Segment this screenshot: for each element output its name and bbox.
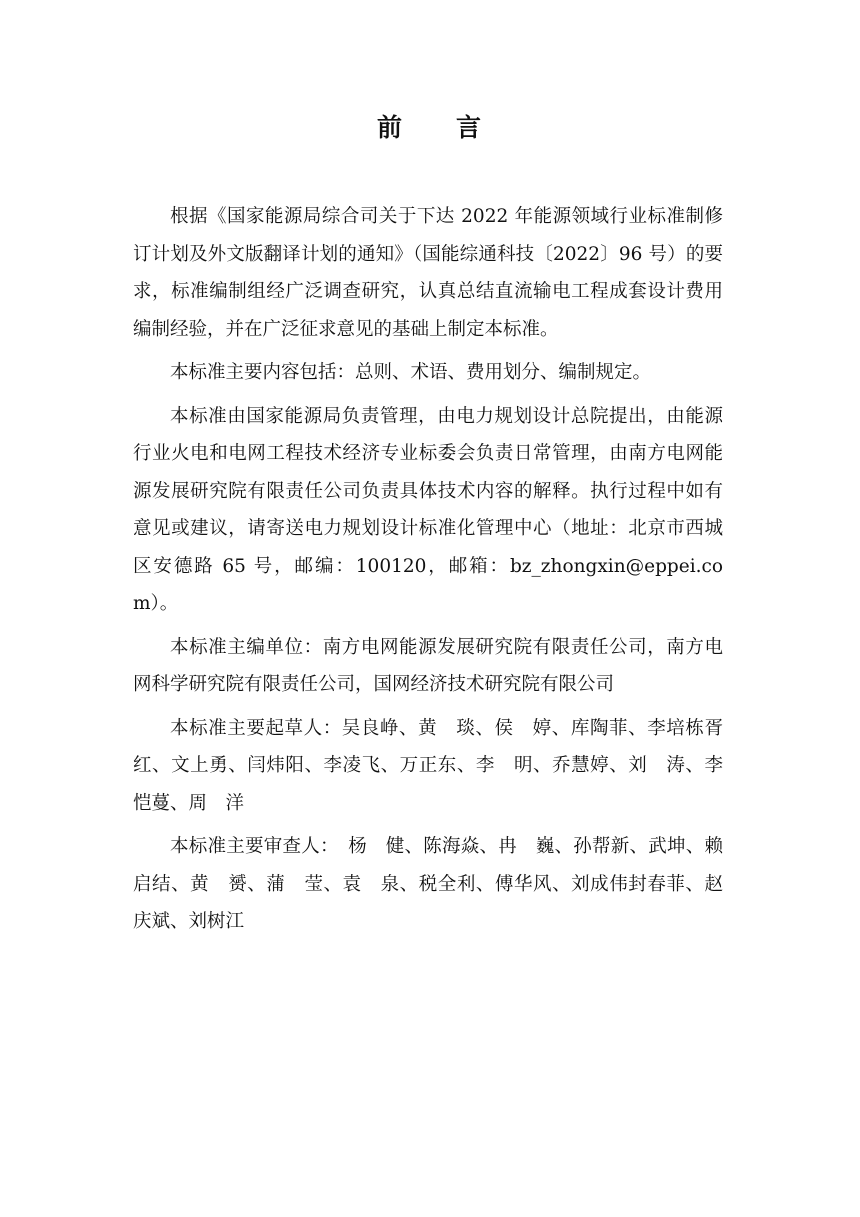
drafters-line-2: 胥 红、文上勇、闫炜阳、李凌飞、万正东、李 明、乔慧婷、刘 涛、 (133, 717, 723, 776)
basis-line-3: 的要求，标准编制组经广泛调查研究，认真总结直流输电工程成套设 (133, 243, 723, 302)
management-line-1: 本标准由国家能源局负责管理，由电力规划设计总院提出，由能 (170, 405, 705, 427)
reviewers-line-1: 本标准主要审查人： 杨 健、陈海焱、冉 巍、孙帮新、武 (170, 836, 667, 857)
editors-line-2: 电网科学研究院有限责任公司，国网经济技术研究院有限公司 (133, 636, 723, 695)
editors-line-1: 本标准主编单位：南方电网能源发展研究院有限责任公司，南方 (170, 636, 705, 658)
paragraph-editors (133, 629, 723, 704)
document-body (133, 198, 723, 941)
paragraph-reviewers (133, 828, 723, 941)
paragraph-drafters (133, 710, 723, 823)
management-line-2: 源行业火电和电网工程技术经济专业标委会负责日常管理，由南方电 (133, 405, 723, 464)
paragraph-basis (133, 198, 723, 348)
basis-line-4: 计费用编制经验，并在广泛征求意见的基础上制定本标准。 (133, 281, 723, 340)
management-line-5: 京市西城区安德路 65 号，邮编：100120，邮箱： (133, 518, 723, 577)
contents-text: 本标准主要内容包括：总则、术语、费用划分、编制规定。 (170, 362, 652, 383)
management-line-4: 中如有意见或建议，请寄送电力规划设计标准化管理中心（地址：北 (133, 480, 723, 539)
title-char-1: 前 (376, 113, 404, 142)
management-line-3: 网能源发展研究院有限责任公司负责具体技术内容的解释。执行过程 (133, 443, 723, 502)
title-char-2: 言 (456, 113, 484, 142)
paragraph-contents (133, 354, 723, 392)
management-email[interactable]: bz_zhongxin@eppei.com）。 (133, 555, 723, 614)
drafters-line-1: 本标准主要起草人：吴良峥、黄 琰、侯 婷、库陶菲、李培栋 (170, 717, 705, 739)
reviewers-line-3: 封春菲、赵庆斌、刘树江 (133, 873, 723, 932)
page-title (0, 108, 860, 144)
reviewers-line-2: 坤、赖启结、黄 赟、蒲 莹、袁 泉、税全利、傅华风、刘成伟 (133, 836, 723, 895)
drafters-line-3: 李恺蔓、周 洋 (133, 755, 723, 814)
paragraph-management (133, 398, 723, 623)
basis-line-2: 修订计划及外文版翻译计划的通知》（国能综通科技〔2022〕96 号） (133, 206, 723, 265)
basis-line-1: 根据《国家能源局综合司关于下达 2022 年能源领域行业标准制 (170, 206, 705, 227)
